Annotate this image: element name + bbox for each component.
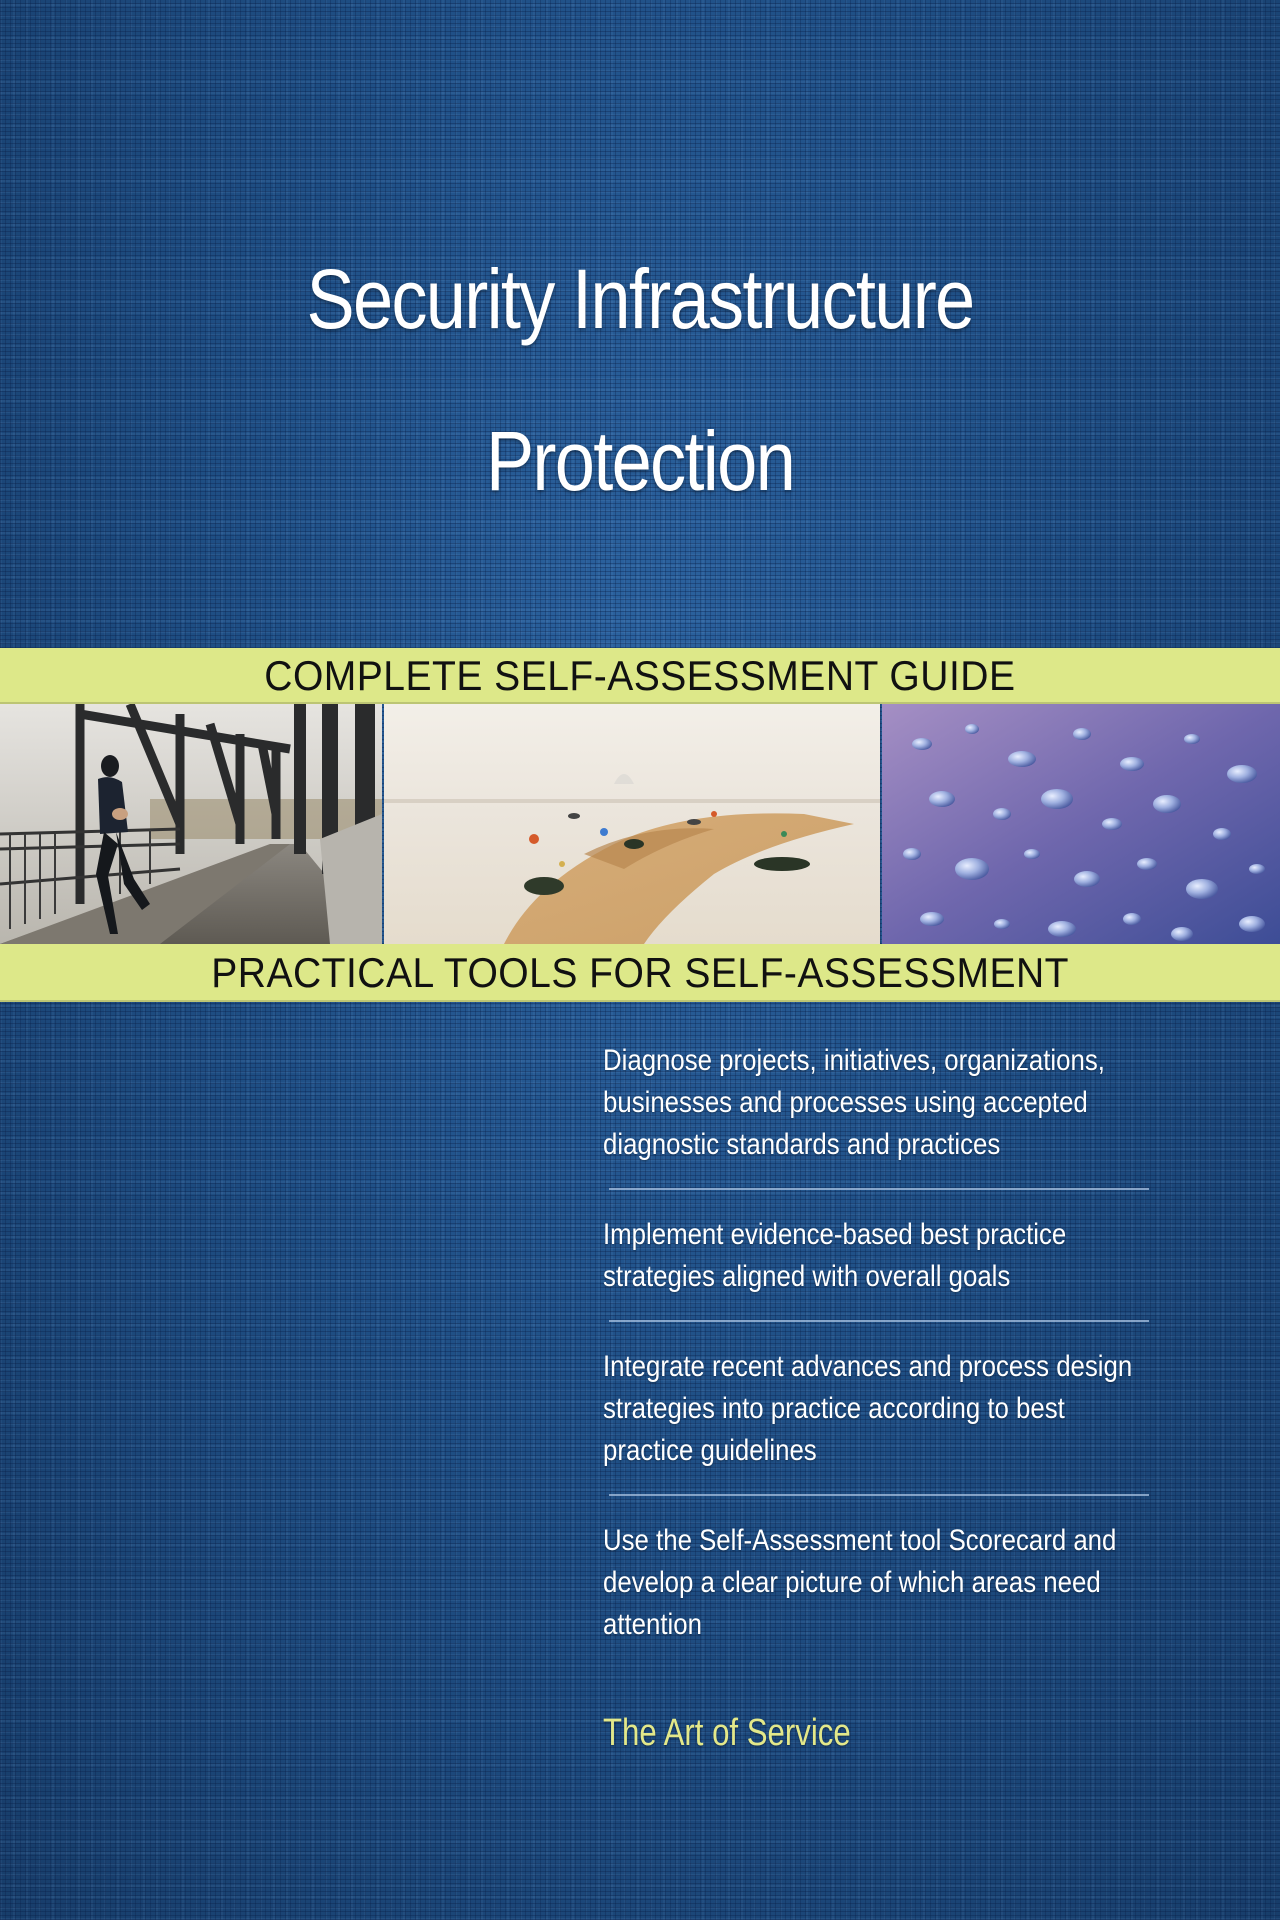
feature-item: Diagnose projects, initiatives, organizations, businesses and processes using accepted diagnostic standards and practices (603, 1044, 1105, 1161)
book-title (227, 218, 1053, 542)
feature-item: Implement evidence-based best practice strategies aligned with overall goals (603, 1218, 1067, 1293)
beach-landscape-photo (384, 704, 880, 944)
divider (609, 1188, 1149, 1190)
feature-item: Use the Self-Assessment tool Scorecard and develop a clear picture of which areas need attention (603, 1524, 1117, 1641)
title-line-1: Security Infrastructure (306, 252, 974, 346)
water-droplets-photo (882, 704, 1280, 944)
guide-banner (0, 648, 1280, 704)
title-line-2: Protection (485, 414, 795, 508)
photo-strip (0, 704, 1280, 944)
feature-list (603, 1040, 1148, 1646)
divider (609, 1494, 1149, 1496)
publisher-name: The Art of Service (603, 1712, 851, 1754)
feature-item: Integrate recent advances and process design strategies into practice according to best practice guidelines (603, 1350, 1133, 1467)
tools-banner-text: PRACTICAL TOOLS FOR SELF-ASSESSMENT (211, 949, 1069, 996)
guide-banner-text: COMPLETE SELF-ASSESSMENT GUIDE (264, 652, 1016, 699)
tools-banner (0, 944, 1280, 1002)
divider (609, 1320, 1149, 1322)
bridge-runner-photo (0, 704, 382, 944)
